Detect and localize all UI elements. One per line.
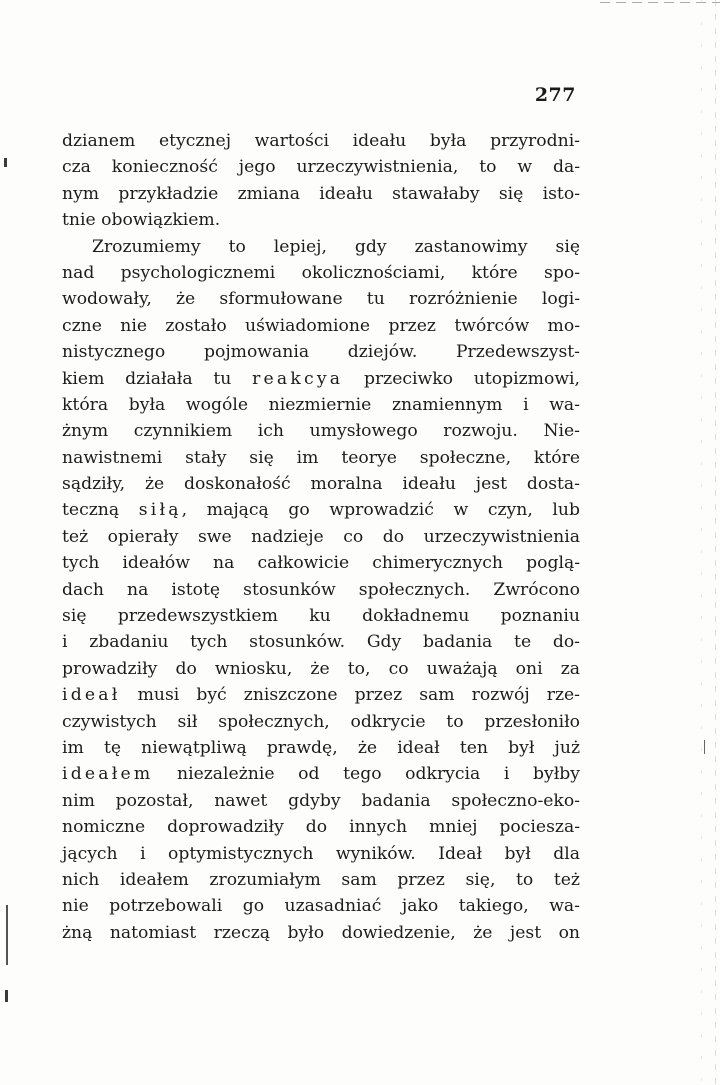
text-line: żnym czynnikiem ich umysłowego rozwoju. Nie-	[62, 421, 580, 442]
paragraph-start-line: Zrozumiemy to lepiej, gdy zastanowimy się	[92, 236, 580, 257]
text-line: czne nie zostało uświadomione przez twórców mo-	[62, 315, 580, 336]
text-line	[62, 682, 580, 708]
text-line: dach na istotę stosunków społecznych. Zwrócono	[62, 579, 580, 600]
scan-margin-mark	[5, 990, 8, 1002]
text-line: cza konieczność jego urzeczywistnienia, to w da-	[62, 157, 580, 178]
text-line: im tę niewątpliwą prawdę, że ideał ten był już	[62, 737, 580, 758]
text-line: nim pozostał, nawet gdyby badania społeczno-eko-	[62, 790, 580, 811]
scan-edge-mark	[600, 2, 720, 3]
emphasized-word: reakcya	[252, 368, 344, 389]
text-line: wodowały, że sformułowane tu rozróżnienie logi-	[62, 289, 580, 310]
line-part: musi być zniszczone przez sam rozwój rze-	[120, 685, 580, 706]
scan-margin-dot	[4, 158, 7, 167]
text-line: tnie obowiązkiem.	[62, 210, 221, 231]
text-line: prowadziły do wniosku, że to, co uważają oni za	[62, 658, 580, 679]
text-line: nad psychologicznemi okolicznościami, które spo-	[62, 262, 580, 283]
text-line: nich ideałem zrozumiałym sam przez się, to też	[62, 869, 580, 890]
emphasized-word: ideał	[62, 685, 121, 706]
text-line: jących i optymistycznych wyników. Ideał był dla	[62, 843, 580, 864]
scan-right-edge	[715, 0, 716, 1085]
text-line: nawistnemi stały się im teorye społeczne, które	[62, 447, 580, 468]
text-line: się przedewszystkiem ku dokładnemu poznaniu	[62, 606, 580, 627]
text-line: też opierały swe nadzieje co do urzeczywistnienia	[62, 526, 580, 547]
emphasized-word: siłą	[138, 500, 182, 521]
emphasized-word: ideałem	[62, 764, 154, 785]
line-part: teczną	[62, 500, 139, 521]
page-number: 277	[534, 84, 576, 106]
scan-right-tick	[704, 740, 705, 754]
text-line: żną natomiast rzeczą było dowiedzenie, że jest on	[62, 922, 580, 943]
line-part: , mającą go wprowadzić w czyn, lub	[181, 500, 580, 521]
text-line	[62, 366, 580, 392]
line-part: przeciwko utopizmowi,	[343, 368, 580, 389]
text-line: i zbadaniu tych stosunków. Gdy badania te do-	[62, 632, 580, 653]
scan-margin-line	[6, 905, 8, 965]
text-line: dzianem etycznej wartości ideału była przyrodni-	[62, 131, 580, 151]
text-line: tych ideałów na całkowicie chimerycznych poglą-	[62, 553, 580, 574]
text-line: nie potrzebowali go uzasadniać jako takiego, wa-	[62, 896, 580, 917]
text-line: czywistych sił społecznych, odkrycie to przesłoniło	[62, 711, 580, 732]
line-part: kiem działała tu	[62, 368, 253, 389]
body-text	[62, 128, 580, 946]
text-line: która była wogóle niezmiernie znamiennym i wa-	[62, 394, 580, 415]
text-line: nistycznego pojmowania dziejów. Przedewszyst-	[62, 342, 580, 363]
text-line: sądziły, że doskonałość moralna ideału jest dosta-	[62, 474, 580, 495]
text-line	[62, 761, 580, 787]
text-line: nym przykładzie zmiana ideału stawałaby się isto-	[62, 183, 580, 204]
line-part: niezależnie od tego odkrycia i byłby	[153, 764, 580, 785]
text-line	[62, 497, 580, 523]
scan-right-edge-inner	[701, 0, 702, 1085]
text-line: nomiczne doprowadziły do innych mniej pociesza-	[62, 817, 580, 838]
